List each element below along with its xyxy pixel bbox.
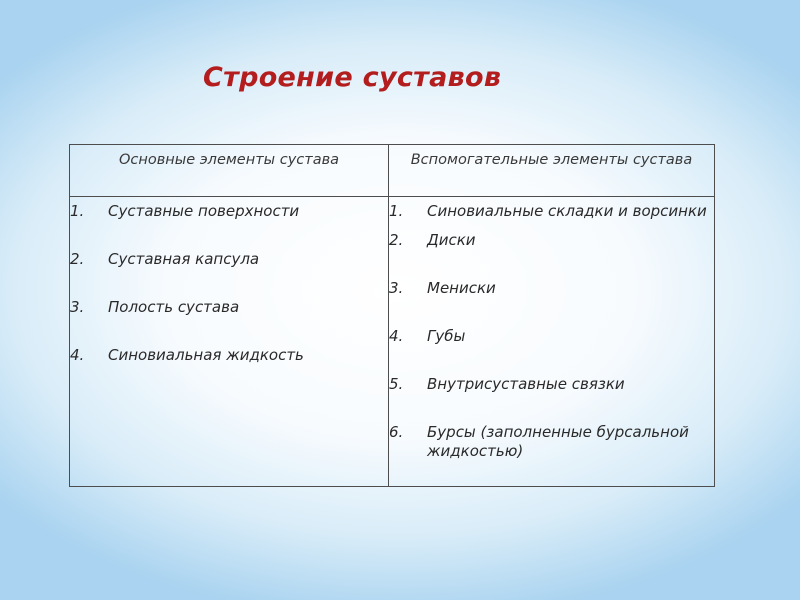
list-item: [389, 327, 710, 346]
list-item-text: Диски: [427, 231, 476, 249]
list-item-number: 1.: [389, 202, 404, 220]
list-item-text: Суставные поверхности: [108, 202, 300, 220]
list-item: [389, 202, 710, 221]
list-item: [70, 250, 384, 269]
list-item-text: Синовиальные складки и ворсинки: [427, 202, 707, 220]
list-item-text: Внутрисуставные связки: [427, 375, 625, 393]
list-item-number: 4.: [389, 327, 404, 345]
table-body-row: [70, 197, 715, 487]
list-item-text: Суставная капсула: [108, 250, 260, 268]
list-item-text: Мениски: [427, 279, 496, 297]
slide-title: Строение суставов: [203, 62, 502, 93]
list-item-number: 2.: [70, 250, 85, 268]
list-item-number: 2.: [389, 231, 404, 249]
joint-structure-table: [69, 144, 715, 487]
list-item-number: 3.: [70, 298, 85, 316]
list-item: [389, 423, 710, 461]
list-item-number: 6.: [389, 423, 404, 441]
list-item-text: Губы: [427, 327, 466, 345]
list-item: [389, 279, 710, 298]
list-item-number: 4.: [70, 346, 85, 364]
list-item: [389, 375, 710, 394]
list-item-text: Синовиальная жидкость: [108, 346, 304, 364]
main-elements-cell: [70, 197, 389, 487]
list-item: [389, 231, 710, 250]
list-item: [70, 298, 384, 317]
main-elements-list: [70, 197, 388, 365]
list-item-text: Бурсы (заполненные бурсальной жидкостью): [427, 423, 689, 460]
header-auxiliary-elements: Вспомогательные элементы сустава: [389, 145, 715, 197]
list-item: [70, 346, 384, 365]
header-main-elements: Основные элементы сустава: [70, 145, 389, 197]
auxiliary-elements-cell: [389, 197, 715, 487]
list-item-number: 1.: [70, 202, 85, 220]
list-item-number: 3.: [389, 279, 404, 297]
auxiliary-elements-list: [389, 197, 714, 461]
list-item: [70, 202, 384, 221]
list-item-number: 5.: [389, 375, 404, 393]
list-item-text: Полость сустава: [108, 298, 240, 316]
table-header-row: [70, 145, 715, 197]
